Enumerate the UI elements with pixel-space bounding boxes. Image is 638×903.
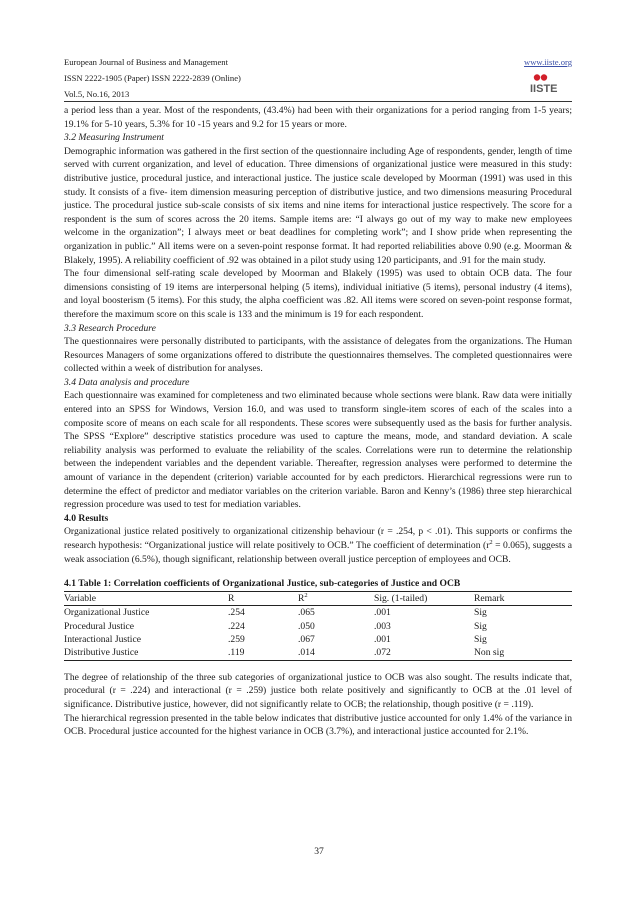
table-title: 4.1 Table 1: Correlation coefficients of Organizational Justice, sub-categories of Justice and OCB (64, 578, 461, 590)
superscript: 2 (304, 591, 308, 599)
section-heading-4-0: 4.0 Results (64, 512, 109, 524)
cell-sig: .001 (374, 634, 391, 645)
cell-r: .254 (228, 607, 245, 619)
journal-url-link[interactable]: www.iiste.org (524, 57, 572, 67)
running-header (64, 54, 241, 102)
section-heading-3-2: 3.2 Measuring Instrument (64, 132, 164, 144)
cell-r2: .014 (298, 647, 315, 659)
iiste-logo (529, 73, 569, 95)
paragraph: The four dimensional self-rating scale developed by Moorman and Blakely (1995) was used to obtain OCB data. The four dimensions consisting of 19 items are interpersonal helping (5 items), individual initiative (5 items), personal industry (4 items), and loyal boosterism (5 items). For this study, the alpha coefficient was .82. All items were scored on seven-point response format, therefore the maximum score on this scale is 133 and the minimum is 19 for each respondent. (64, 268, 572, 320)
paragraph: The degree of relationship of the three sub categories of organizational justice to OCB was also sought. The results indicate that, procedural (r = .224) and interactional (r = .259) justice both relate positively and significantly to OCB at the .01 level of significance. Distributive justice, however, did not significantly relate to OCB; the relationship, though positive (r = .119). (64, 671, 572, 710)
volume-line: Vol.5, No.16, 2013 (64, 89, 130, 99)
issn-line: ISSN 2222-1905 (Paper) ISSN 2222-2839 (Online) (64, 73, 241, 83)
results-text-b: = 0.065), suggests a weak association (6.5%), though significant, relationship between overall justice perception of employees and OCB. (64, 540, 573, 565)
table-row (64, 620, 572, 633)
cell-variable: Interactional Justice (64, 634, 141, 645)
cell-remark: Sig (474, 620, 487, 632)
cell-r: .119 (228, 647, 245, 659)
body-text (64, 104, 572, 739)
table-header-row (64, 591, 572, 605)
cell-r: .224 (228, 620, 245, 632)
cell-sig: .001 (374, 607, 391, 619)
correlation-table (64, 591, 572, 661)
cell-variable: Procedural Justice (64, 620, 135, 632)
cell-r2: .067 (298, 634, 315, 645)
col-header-variable: Variable (64, 592, 96, 604)
paragraph: a period less than a year. Most of the respondents, (43.4%) had been with their organizations for a period ranging from 1-5 years; 19.1% for 5-10 years, 5.3% for 10 -15 years and 9.2 for 15 years or more. (64, 105, 572, 130)
col-header-remark: Remark (474, 592, 505, 604)
paragraph: The questionnaires were personally distributed to participants, with the assistance of delegates from the organizations. The Human Resources Managers of some organizations offered to distribute the questionnaires themselves. The completed questionnaires were collected within a week of distribution for analyses. (64, 336, 572, 375)
cell-remark: Non sig (474, 647, 505, 659)
cell-variable: Organizational Justice (64, 607, 150, 619)
cell-remark: Sig (474, 634, 487, 645)
paragraph: The hierarchical regression presented in the table below indicates that distributive justice accounted for only 1.4% of the variance in OCB. Procedural justice accounted for the highest variance in OCB (3.7%), and interactional justice accounted for 2.1%. (64, 712, 572, 738)
col-header-r: R (228, 592, 235, 604)
cell-remark: Sig (474, 607, 487, 619)
spacer (64, 661, 572, 671)
section-heading-3-3: 3.3 Research Procedure (64, 322, 156, 334)
cell-sig: .072 (374, 647, 391, 659)
results-text-a: Organizational justice related positively to organizational citizenship behaviour (r = .254, p < .01). This supports or confirms the research hypothesis: “Organizational justice will relate positively to OCB.” The coefficient of determination (r (64, 526, 572, 551)
paragraph-results (64, 525, 572, 566)
section-heading-3-4: 3.4 Data analysis and procedure (64, 376, 190, 388)
table-row (64, 606, 572, 620)
superscript: 2 (489, 538, 493, 546)
table-row (64, 633, 572, 646)
header-rule (64, 101, 572, 102)
cell-r: .259 (228, 634, 245, 645)
table-row (64, 646, 572, 660)
journal-name: European Journal of Business and Management (64, 57, 228, 67)
cell-sig: .003 (374, 620, 391, 632)
col-header-r2 (298, 591, 374, 605)
cell-r2: .065 (298, 607, 315, 619)
cell-r2: .050 (298, 620, 315, 632)
logo-text: IISTE (530, 83, 558, 95)
col-header-sig: Sig. (1-tailed) (374, 592, 428, 604)
cell-variable: Distributive Justice (64, 647, 139, 659)
page-number: 37 (314, 846, 324, 857)
col-header-r2-label: R (298, 592, 305, 604)
paragraph: Each questionnaire was examined for completeness and two eliminated because whole sections were blank. Raw data were initially entered into an SPSS for Windows, Version 16.0, and was used to transform single-item scores of each of the scales into a composite score of means on each scale for all respondents. These scores were subsequently used as the basis for further analysis. The SPSS “Explore” descriptive statistics procedure was used to capture the means, mode, and standard deviation. A scale reliability analysis was performed to evaluate the reliability of the scales. Correlations were run to determine the relationship between the independent variables and the dependent variable. Thereafter, regression analyses were performed to determine the amount of variance in the dependent (criterion) variable accounted for by each predictors. Hierarchical regressions were run to determine the effect of predictor and mediator variables on the criterion variable. Baron and Kenny’s (1986) three step hierarchical regression procedure was used to test for mediation variables. (64, 390, 572, 511)
paragraph: Demographic information was gathered in the first section of the questionnaire including Age of respondents, gender, length of time served with current organization, and level of education. Three dimensions of organizational justice were measured in this study: distributive justice, procedural justice, and interactional justice. The justice scale developed by Moorman (1991) was used in this study. It consists of a five- item dimension measuring perception of distributive justice, and two dimensions measuring Procedural justice. The procedural justice sub-scale consists of six items and nine items for interactional justice respectively. The score for a respondent is the sum of scores across the 20 items. Sample items are: “I always go out of my way to make new employees welcome in the organization”; I always meet or beat deadlines for completing work”; and I show pride when representing the organization in public.” All items were on a seven-point response format. It had reported reliabilities above 0.90 (e.g. Moorman & Blakely, 1995). A reliability coefficient of .92 was obtained in a pilot study using 120 participants, and .91 for the main study. (64, 145, 572, 266)
